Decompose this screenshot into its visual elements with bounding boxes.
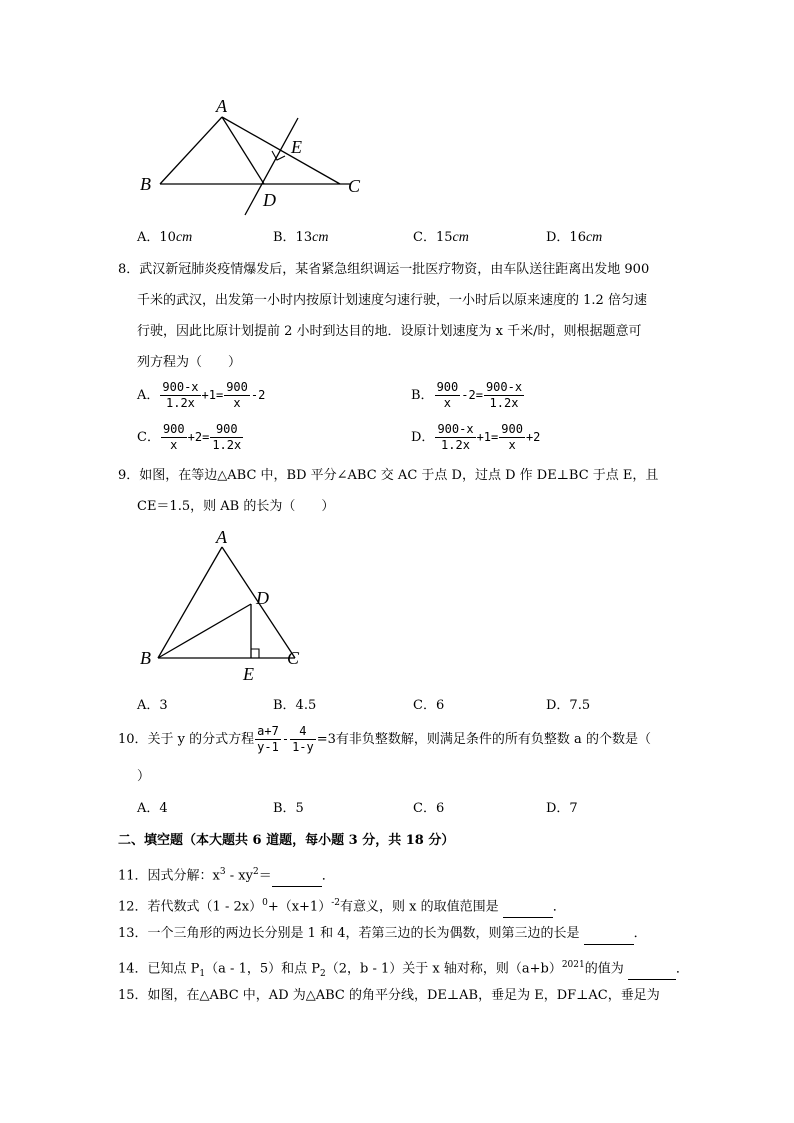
q8-option-c[interactable]: C． $\frac{900}{x}$ +2= $\frac{900}{1.2x}$	[137, 422, 242, 452]
label-B: B	[140, 174, 151, 194]
q10-option-a[interactable]: A．4	[137, 801, 168, 816]
q10-text-line2: ）	[137, 769, 151, 784]
label-A: A	[216, 527, 227, 547]
label-A: A	[216, 96, 227, 116]
q8-text-line1: 8．武汉新冠肺炎疫情爆发后，某省紧急组织调运一批医疗物资，由车队送往距离出发地 900	[118, 262, 650, 277]
q11-answer-blank[interactable]	[272, 866, 322, 887]
q10-option-d[interactable]: D．7	[546, 801, 578, 816]
q8-option-b[interactable]: B． $\frac{900}{x}$ -2= $\frac{900-x}{1.2x}$	[411, 380, 523, 410]
q9-text-line2: CE＝1.5，则 AB 的长为（ ）	[137, 499, 335, 514]
q13-text: 13．一个三角形的两边长分别是 1 和 4，若第三边的长为偶数，则第三边的长是 ．	[118, 924, 647, 945]
q8-option-a[interactable]: A． $\frac{900-x}{1.2x}$ +1= $\frac{900}{x}$ -2	[137, 380, 266, 410]
q14-text: 14．已知点 $P_1(a - 1$，5）和点 $P_2(2$，b - 1）关于 x 轴对称，则$(a+b)^{2021}$的值为 ．	[118, 960, 689, 979]
q9-option-b[interactable]: B．4.5	[273, 698, 317, 713]
q9-option-c[interactable]: C．6	[413, 698, 445, 713]
q11-text: 11．因式分解：$x^3 - xy^2=$ ．	[118, 862, 335, 887]
q15-text: 15．如图，在△ABC 中，AD 为△ABC 的角平分线，DE⊥AB，垂足为 E，DF⊥AC，垂足为	[118, 988, 660, 1003]
q7-figure	[130, 95, 380, 225]
q9-option-d[interactable]: D．7.5	[546, 698, 591, 713]
q8-text-line2: 千米的武汉，出发第一小时内按原计划速度匀速行驶，一小时后以原来速度的 1.2 倍匀速	[137, 293, 647, 308]
q8-text-line4: 列方程为（ ）	[137, 355, 242, 370]
q12-answer-blank[interactable]	[503, 897, 553, 918]
q10-text-line1: 10．关于 y 的分式方程 $\frac{a+7}{y-1}$ - $\frac{4}{1-y}$ =3有非负整数解，则满足条件的所有负整数 a 的个数是（	[118, 724, 651, 754]
q7-option-c[interactable]: C．15cm	[413, 230, 469, 245]
q9-option-a[interactable]: A．3	[137, 698, 168, 713]
label-D: D	[263, 190, 276, 210]
q9-text-line1: 9．如图，在等边△ABC 中，BD 平分∠ABC 交 AC 于点 D，过点 D 作 DE⊥BC 于点 E，且	[118, 468, 659, 483]
q7-option-d[interactable]: D．16cm	[546, 230, 603, 245]
label-E: E	[243, 664, 254, 684]
q8-text-line3: 行驶，因此比原计划提前 2 小时到达目的地．设原计划速度为 x 千米/时，则根据题意可	[137, 324, 642, 339]
q9-figure	[130, 525, 330, 685]
q7-option-a[interactable]: A．10cm	[137, 230, 193, 245]
label-D: D	[256, 588, 269, 608]
section-heading: 二、填空题（本大题共 6 道题，每小题 3 分，共 18 分）	[118, 833, 455, 848]
label-C: C	[348, 176, 361, 196]
q7-option-b[interactable]: B．13cm	[273, 230, 329, 245]
label-B: B	[140, 648, 151, 668]
label-C: C	[287, 648, 300, 668]
q13-answer-blank[interactable]	[584, 924, 634, 945]
q8-option-d[interactable]: D． $\frac{900-x}{1.2x}$ +1= $\frac{900}{x}$ +2	[411, 422, 541, 452]
q14-answer-blank[interactable]	[628, 959, 676, 980]
q12-text: 12．若代数式$(1 - 2x)^0+(x+1)^{-2}$有意义，则 x 的取值范围是 ．	[118, 893, 566, 918]
label-E: E	[291, 137, 302, 157]
q10-option-b[interactable]: B．5	[273, 801, 304, 816]
q10-option-c[interactable]: C．6	[413, 801, 445, 816]
